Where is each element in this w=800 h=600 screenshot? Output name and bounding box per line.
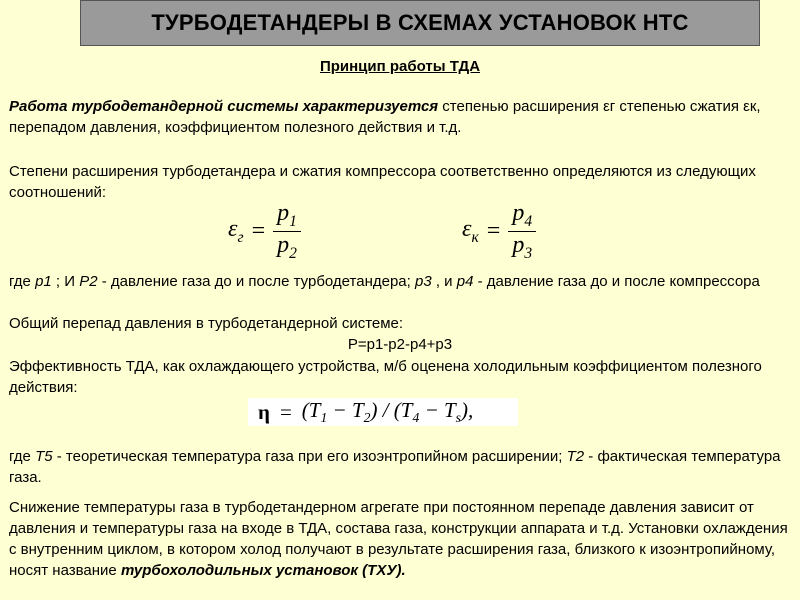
para7-emphasis: турбохолодильных установок (ТХУ).: [120, 562, 406, 579]
paragraph-3: [9, 271, 791, 292]
paragraph-1: [9, 96, 791, 138]
eta-sub-1: 1: [320, 410, 328, 426]
eps-k-num-sub: 4: [524, 212, 533, 230]
para6-text-1: где: [9, 448, 36, 465]
eta-expr-4: − T: [419, 397, 456, 422]
eps-r-num-sub: 1: [289, 212, 297, 230]
page-title: ТУРБОДЕТАНДЕРЫ В СХЕМАХ УСТАНОВОК НТС: [151, 10, 689, 35]
var-p2: P2: [79, 273, 98, 290]
para7-text: Снижение температуры газа в турбодетандерном агрегате при постоянном перепаде давления зависит от давления и температуры газа на входе в ТДА, состава газа, конструкции аппарата и т.д. Установки охлаждения с внутренним циклом, в котором холод получают в результате расширения газа, близкого к изоэнтропийному, носят название: [9, 499, 788, 579]
eps-r-fraction: [273, 200, 301, 263]
var-p1: p1: [35, 273, 52, 290]
eps-r-num: p: [277, 200, 290, 226]
var-p3: p3: [414, 273, 432, 290]
eps-r-lhs: ε: [228, 215, 238, 242]
para6-text-2: - теоретическая температура газа при его изоэнтропийном расширении;: [52, 448, 567, 465]
para1-emphasis: Работа турбодетандерной системы характеризуется: [9, 98, 439, 115]
eta-eq: =: [279, 399, 292, 424]
var-T5: T5: [35, 448, 53, 465]
eta-expr-2: − T: [327, 397, 364, 422]
paragraph-2: Степени расширения турбодетандера и сжатия компрессора соответственно определяются из следующих соотношений:: [9, 163, 756, 201]
var-p4: p4: [456, 273, 474, 290]
para1-text: степенью расширения εг степенью сжатия εк, перепадом давления, коэффициентом полезного действия и т.д.: [9, 98, 761, 136]
eta-expr-3: ) / (T: [370, 397, 413, 422]
formula-eps-r: [228, 200, 301, 263]
eps-r-eq: =: [251, 217, 266, 244]
var-T2: T2: [566, 448, 585, 465]
eps-k-num: p: [512, 200, 525, 226]
para3-text-5: - давление газа до и после компрессора: [473, 273, 760, 290]
eps-k-lhs: ε: [462, 215, 472, 242]
formula-pressure-drop: P=p1-p2-p4+p3: [347, 336, 453, 353]
paragraph-5: Эффективность ТДА, как охлаждающего устройства, м/б оценена холодильным коэффициентом полезного действия:: [9, 358, 762, 396]
eta-symbol: η: [258, 399, 270, 424]
para3-text-4: , и: [431, 273, 457, 290]
para3-text-2: ; И: [51, 273, 80, 290]
eta-expr-1: (T: [301, 397, 321, 422]
eta-sub-4: 4: [412, 410, 420, 426]
paragraph-6: [9, 446, 791, 488]
formula-eta: [248, 398, 518, 426]
eta-sub-s: s: [455, 410, 461, 426]
paragraph-4: Общий перепад давления в турбодетандерной системе:: [9, 315, 404, 332]
section-subtitle: Принцип работы ТДА: [319, 58, 481, 75]
eta-expr-end: ),: [460, 397, 474, 422]
para3-text-3: - давление газа до и после турбодетандера;: [97, 273, 415, 290]
title-bar: [80, 0, 760, 46]
eps-r-lhs-sub: г: [237, 228, 244, 246]
eps-k-eq: =: [486, 217, 501, 244]
para6-text-3: - фактическая температура газа.: [9, 448, 781, 486]
eps-k-lhs-sub: к: [471, 228, 479, 246]
paragraph-7: [9, 497, 791, 581]
eta-sub-2: 2: [363, 410, 371, 426]
eps-k-den: p: [512, 231, 525, 258]
para3-text-1: где: [9, 273, 36, 290]
eps-k-fraction: [508, 200, 536, 263]
formula-row: [0, 200, 800, 260]
eps-r-den: p: [277, 231, 290, 258]
formula-eps-k: [462, 200, 536, 263]
eps-r-den-sub: 2: [289, 244, 297, 262]
eps-k-den-sub: 3: [524, 244, 533, 262]
